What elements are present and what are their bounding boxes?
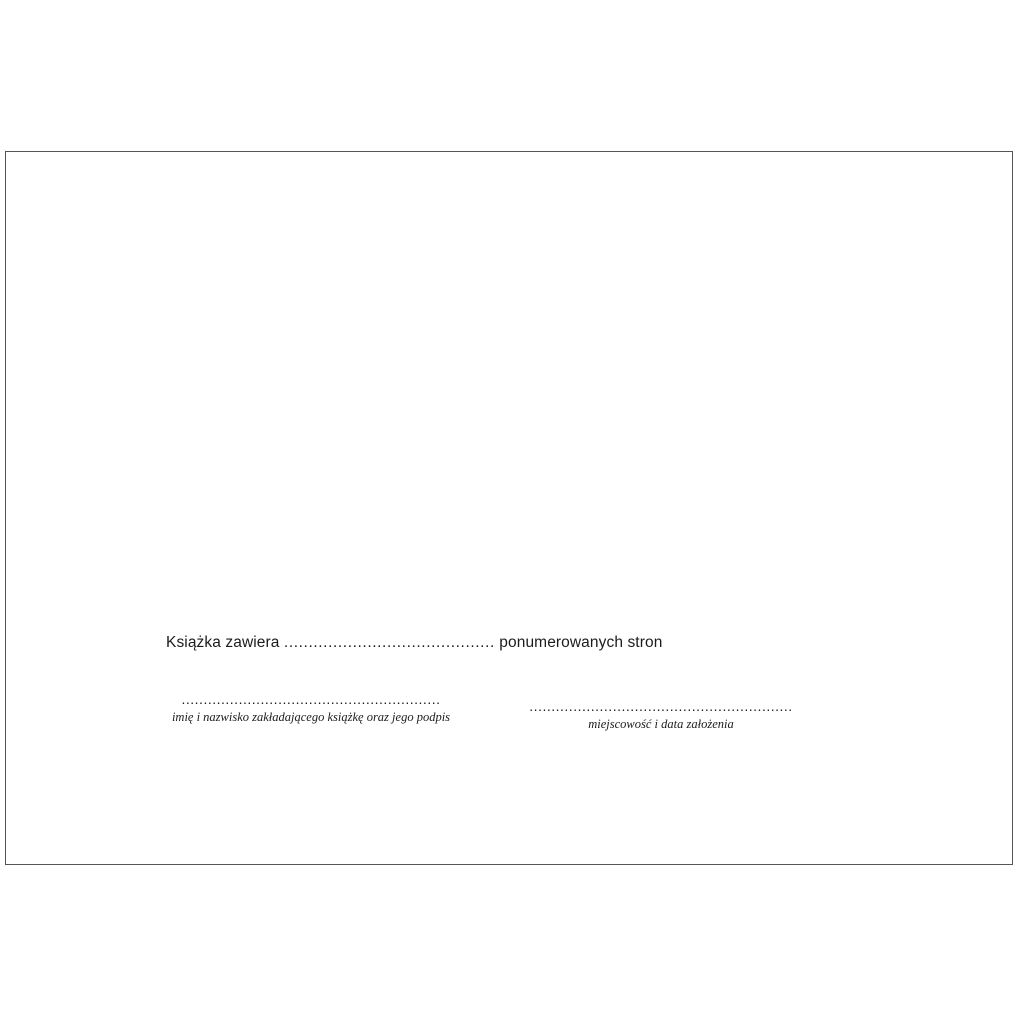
signature-block-name — [161, 692, 461, 725]
signature-block-place-date — [511, 699, 811, 732]
pages-statement-suffix: ponumerowanych stron — [494, 634, 663, 651]
pages-statement-prefix: Książka zawiera — [166, 634, 284, 651]
document-content-area — [6, 152, 1012, 864]
signature-caption-name: imię i nazwisko zakładającego książkę oraz jego podpis — [171, 710, 451, 724]
signature-line-place-date: ............................................................ — [529, 699, 793, 713]
document-page-frame — [5, 151, 1013, 865]
signature-caption-place-date: miejscowość i data założenia — [588, 717, 734, 731]
pages-statement — [166, 634, 662, 652]
signature-line-name: ........................................................... — [181, 692, 441, 706]
pages-statement-fill-dots: ........................................... — [283, 634, 495, 651]
